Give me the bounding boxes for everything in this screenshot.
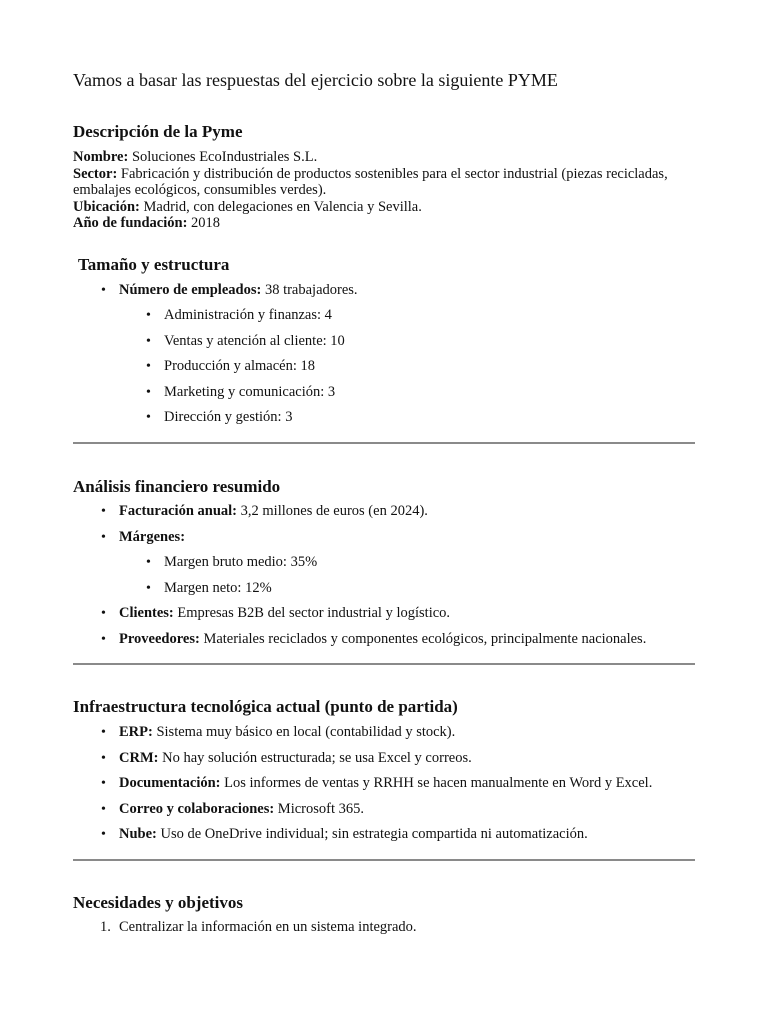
infra-label: Correo y colaboraciones:	[119, 800, 275, 817]
list-item-department: • Dirección y gestión: 3	[164, 409, 345, 426]
list-item-infra	[119, 826, 652, 843]
section-divider	[73, 859, 695, 861]
sector-label: Sector:	[73, 165, 118, 182]
description-ubicacion	[73, 199, 673, 216]
infra-label: CRM:	[119, 749, 159, 766]
list-item-department: • Administración y finanzas: 4	[164, 307, 345, 324]
clientes-value: Empresas B2B del sector industrial y logístico.	[173, 605, 451, 621]
facturacion-value: 3,2 millones de euros (en 2024).	[237, 503, 428, 519]
section-heading-description: Descripción de la Pyme	[73, 122, 243, 141]
nombre-value: Soluciones EcoIndustriales S.L.	[128, 149, 318, 165]
list-item-infra	[119, 801, 652, 818]
list-item-department: • Marketing y comunicación: 3	[164, 384, 345, 401]
size-list	[119, 282, 358, 308]
list-item-margenes	[119, 529, 428, 546]
clientes-label: Clientes:	[119, 605, 174, 621]
list-item-infra	[119, 724, 652, 741]
proveedores-value: Materiales reciclados y componentes ecológicos, principalmente nacionales.	[199, 630, 647, 647]
section-divider	[73, 442, 695, 444]
section-heading-size: Tamaño y estructura	[78, 255, 230, 274]
proveedores-label: Proveedores:	[119, 630, 200, 647]
description-fundacion	[73, 215, 673, 232]
need-text: Centralizar la información en un sistema integrado.	[119, 919, 417, 935]
infra-value: Sistema muy básico en local (contabilidad y stock).	[152, 724, 456, 740]
infra-value: No hay solución estructurada; se usa Excel y correos.	[158, 749, 472, 766]
finance-list-continued	[119, 605, 646, 656]
needs-list	[100, 919, 417, 945]
infra-label: ERP:	[119, 724, 153, 740]
departments-list	[164, 307, 345, 435]
list-item-infra	[119, 775, 652, 792]
fundacion-value: 2018	[187, 215, 221, 232]
description-nombre	[73, 149, 673, 166]
list-item-proveedores	[119, 631, 646, 648]
list-item-margin: • Margen bruto medio: 35%	[164, 554, 317, 571]
section-heading-infra: Infraestructura tecnológica actual (punto de partida)	[73, 697, 458, 716]
nombre-label: Nombre:	[73, 149, 129, 165]
list-item-infra	[119, 750, 652, 767]
list-item-need	[100, 919, 417, 936]
sector-value: Fabricación y distribución de productos sostenibles para el sector industrial (piezas recicladas, embalajes ecológicos, consumibles verdes).	[73, 165, 668, 199]
infra-value: Los informes de ventas y RRHH se hacen manualmente en Word y Excel.	[220, 775, 653, 791]
list-item-clientes	[119, 605, 646, 622]
description-sector	[73, 166, 673, 199]
list-item-department: • Ventas y atención al cliente: 10	[164, 333, 345, 350]
infra-label: Nube:	[119, 826, 157, 842]
list-item-facturacion	[119, 503, 428, 520]
ubicacion-label: Ubicación:	[73, 198, 140, 215]
ubicacion-value: Madrid, con delegaciones en Valencia y Sevilla.	[139, 198, 422, 215]
list-item-margin: • Margen neto: 12%	[164, 580, 317, 597]
infra-value: Microsoft 365.	[274, 800, 364, 817]
facturacion-label: Facturación anual:	[119, 503, 238, 519]
need-number: 1.	[100, 919, 111, 935]
intro-text: Vamos a basar las respuestas del ejercicio sobre la siguiente PYME	[73, 70, 558, 90]
margenes-label: Márgenes:	[119, 528, 186, 545]
section-divider	[73, 663, 695, 665]
description-block	[73, 149, 673, 232]
infra-label: Documentación:	[119, 775, 221, 791]
section-heading-needs: Necesidades y objetivos	[73, 893, 243, 912]
finance-list	[119, 503, 428, 554]
employees-label: Número de empleados:	[119, 282, 262, 298]
employees-value: 38 trabajadores.	[261, 282, 358, 298]
list-item-employees	[119, 282, 358, 299]
infra-value: Uso de OneDrive individual; sin estrategia compartida ni automatización.	[156, 826, 588, 842]
margins-list	[164, 554, 317, 605]
section-heading-finance: Análisis financiero resumido	[73, 477, 281, 496]
infra-list	[119, 724, 652, 852]
fundacion-label: Año de fundación:	[73, 215, 188, 232]
list-item-department: • Producción y almacén: 18	[164, 358, 345, 375]
